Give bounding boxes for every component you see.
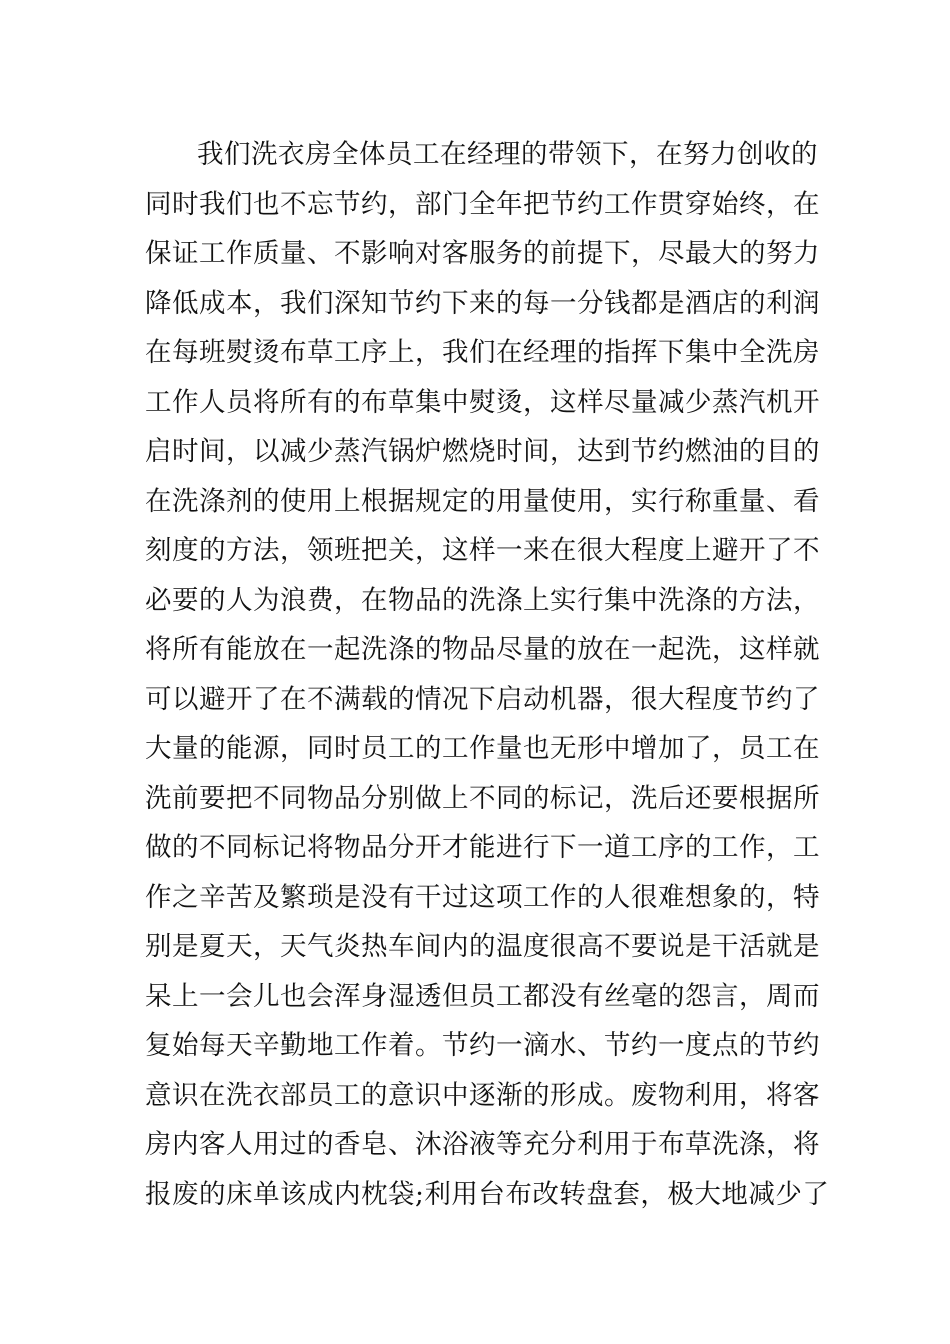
text-line-15: 做的不同标记将物品分开才能进行下一道工序的工作，工 [145, 832, 820, 863]
text-line-22: 报废的床单该成内枕袋;利用台布改转盘套，极大地减少了 [145, 1178, 830, 1210]
text-line-8: 在洗涤剂的使用上根据规定的用量使用，实行称重量、看 [145, 485, 820, 517]
text-line-3: 保证工作质量、不影响对客服务的前提下，尽最大的努力 [145, 238, 820, 269]
text-line-13: 大量的能源，同时员工的工作量也无形中增加了，员工在 [145, 733, 820, 764]
text-line-18: 呆上一会儿也会浑身湿透但员工都没有丝毫的怨言，周而 [145, 980, 820, 1012]
text-line-12: 可以避开了在不满载的情况下启动机器，很大程度节约了 [145, 683, 820, 715]
text-line-9: 刻度的方法，领班把关，这样一来在很大程度上避开了不 [145, 535, 820, 566]
text-line-2: 同时我们也不忘节约，部门全年把节约工作贯穿始终，在 [145, 188, 820, 220]
text-line-4: 降低成本，我们深知节约下来的每一分钱都是酒店的利润 [145, 287, 820, 319]
text-line-10: 必要的人为浪费，在物品的洗涤上实行集中洗涤的方法， [145, 584, 820, 616]
text-line-16: 作之辛苦及繁琐是没有干过这项工作的人很难想象的，特 [145, 881, 820, 913]
text-line-19: 复始每天辛勤地工作着。节约一滴水、节约一度点的节约 [145, 1030, 820, 1061]
text-line-5: 在每班熨烫布草工序上，我们在经理的指挥下集中全洗房 [145, 337, 820, 368]
text-line-17: 别是夏天，天气炎热车间内的温度很高不要说是干活就是 [145, 931, 820, 962]
text-line-7: 启时间，以减少蒸汽锅炉燃烧时间，达到节约燃油的目的 [145, 436, 820, 467]
text-line-6: 工作人员将所有的布草集中熨烫，这样尽量减少蒸汽机开 [145, 386, 820, 418]
text-line-14: 洗前要把不同物品分别做上不同的标记，洗后还要根据所 [145, 782, 820, 814]
text-line-11: 将所有能放在一起洗涤的物品尽量的放在一起洗，这样就 [145, 634, 820, 665]
body-paragraph [145, 130, 830, 1219]
text-line-21: 房内客人用过的香皂、沐浴液等充分利用于布草洗涤，将 [145, 1129, 820, 1160]
text-line-1: 我们洗衣房全体员工在经理的带领下，在努力创收的 [197, 139, 818, 170]
text-line-20: 意识在洗衣部员工的意识中逐渐的形成。废物利用，将客 [145, 1079, 820, 1111]
